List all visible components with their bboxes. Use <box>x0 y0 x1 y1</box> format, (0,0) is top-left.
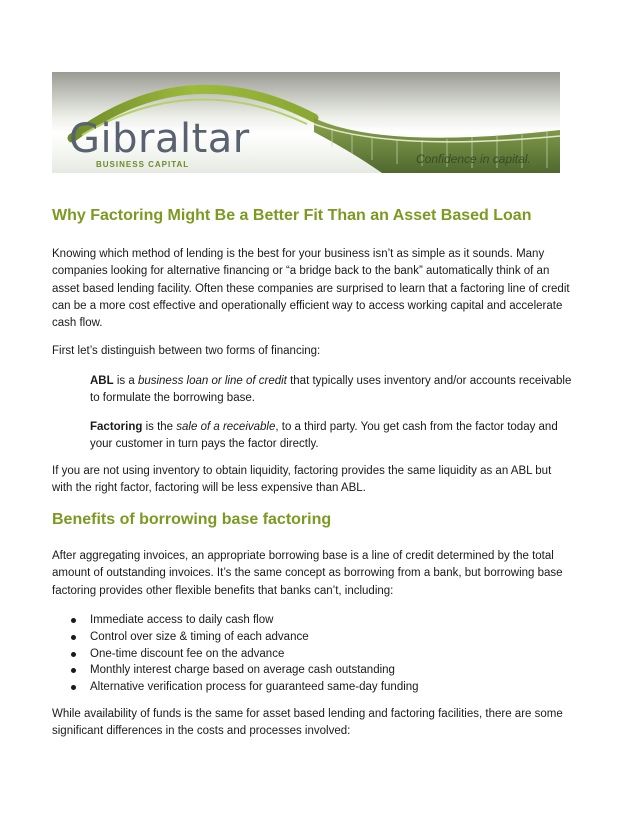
factoring-post: , to a third party. You get cash from the factor today and your customer in turn pays the factor directly. <box>90 421 558 451</box>
list-item: Monthly interest charge based on average cash outstanding <box>52 662 572 679</box>
brand-subtitle: BUSINESS CAPITAL <box>96 160 190 169</box>
list-item: Immediate access to daily cash flow <box>52 612 572 629</box>
benefits-list <box>52 612 572 696</box>
factoring-definition <box>90 419 580 454</box>
benefits-heading: Benefits of borrowing base factoring <box>52 511 332 528</box>
list-item: One-time discount fee on the advance <box>52 646 572 663</box>
abl-post: that typically uses inventory and/or accounts receivable to formulate the borrowing base. <box>90 375 572 405</box>
liquidity-paragraph: If you are not using inventory to obtain liquidity, factoring provides the same liquidity as an ABL but with the right factor, factoring will be less expensive than ABL. <box>52 465 552 495</box>
closing-paragraph: While availability of funds is the same for asset based lending and factoring facilities, there are some significant differences in the costs and processes involved: <box>52 708 563 738</box>
factoring-pre: is the <box>142 421 177 433</box>
page-title: Why Factoring Might Be a Better Fit Than an Asset Based Loan <box>52 207 532 224</box>
abl-italic: business loan or line of credit <box>137 375 287 387</box>
abl-term: ABL <box>90 375 114 387</box>
brand-logo-text: Gibraltar <box>69 116 250 162</box>
benefits-intro-paragraph: After aggregating invoices, an appropriate borrowing base is a line of credit determined by the total amount of outstanding invoices. It’s the same concept as borrowing from a bank, but borrowing base factoring provides other flexible benefits that banks can’t, including: <box>52 550 563 597</box>
abl-pre: is a <box>113 375 138 387</box>
distinguish-paragraph: First let’s distinguish between two forms of financing: <box>52 345 321 357</box>
list-item: Control over size & timing of each advance <box>52 629 572 646</box>
factoring-italic: sale of a receivable <box>176 421 276 433</box>
intro-paragraph: Knowing which method of lending is the best for your business isn’t as simple as it sounds. Many companies looking for alternative financing or “a bridge back to the bank” automatically think of an asset based lending facility. Often these companies are surprised to learn that a factoring line of credit can be a more cost effective and operationally efficient way to access working capital and accelerate cash flow. <box>52 248 570 330</box>
factoring-term: Factoring <box>90 421 143 433</box>
abl-definition <box>90 373 580 408</box>
header-banner <box>52 72 560 173</box>
tagline: Confidence in capital. <box>416 152 531 166</box>
list-item: Alternative verification process for guaranteed same-day funding <box>52 679 572 696</box>
